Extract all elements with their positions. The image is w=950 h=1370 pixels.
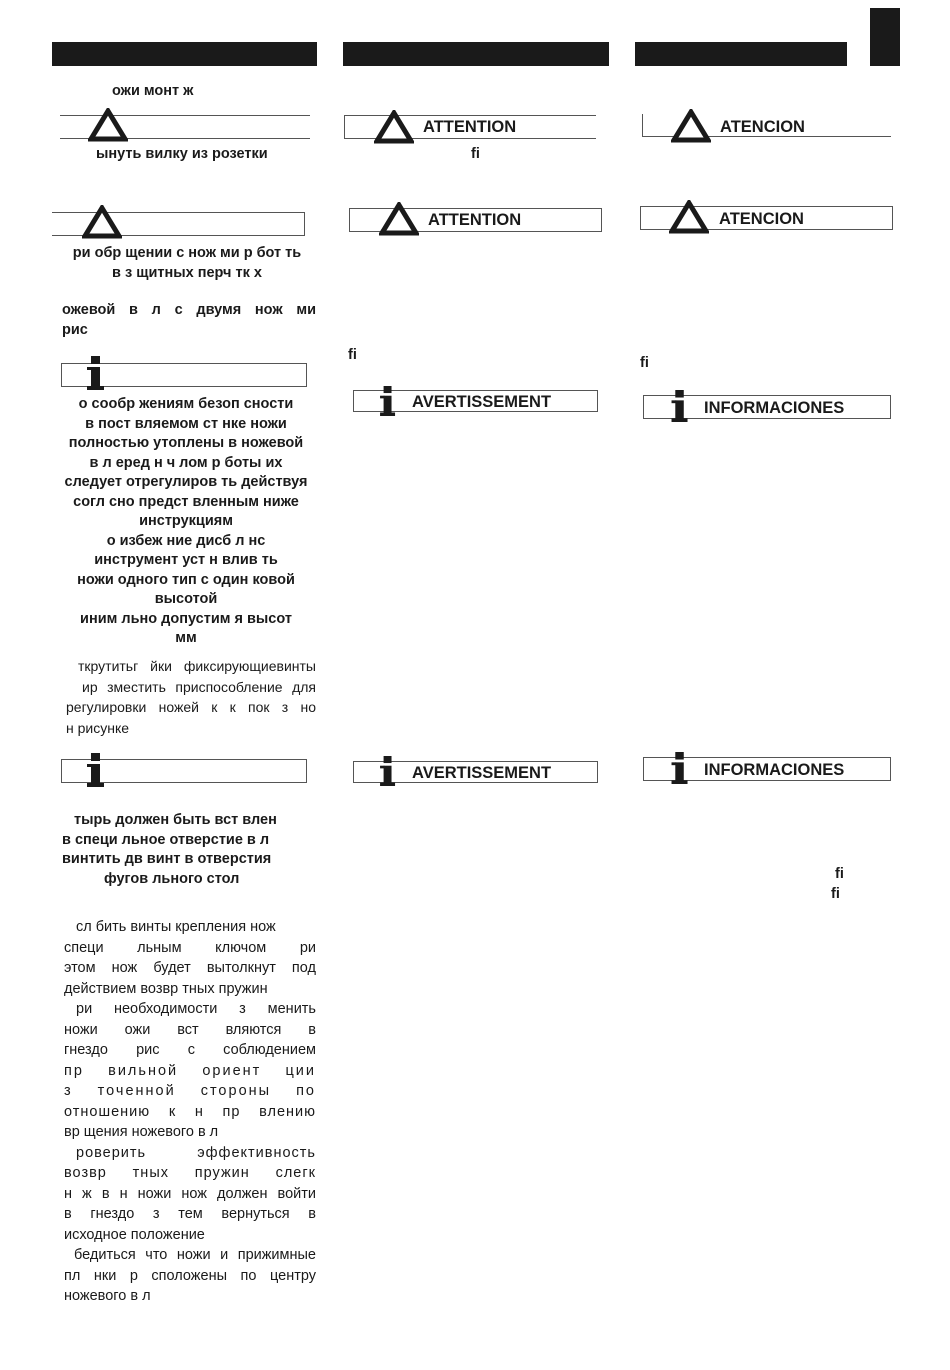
ligature-fi: fi bbox=[348, 347, 357, 363]
page-tab-marker bbox=[870, 8, 900, 66]
header-bar-col3 bbox=[635, 42, 847, 66]
text-line: бедиться что ножи и прижимные bbox=[74, 1247, 316, 1263]
text-line: ножи одного тип с один ковой bbox=[77, 571, 295, 588]
text-line: пр вильной ориент ции bbox=[64, 1062, 316, 1079]
text-line: о сообр жениям безоп сности bbox=[78, 396, 294, 412]
attention-label: ATTENTION bbox=[423, 118, 517, 136]
text-line: роверить эффективность bbox=[76, 1144, 316, 1161]
text-line: отношению к н пр влению bbox=[64, 1103, 316, 1120]
text-line: этом нож будет вытолкнут под bbox=[64, 960, 316, 976]
header-bar-col1 bbox=[52, 42, 317, 66]
text-line: специ льным ключом ри bbox=[64, 939, 316, 956]
warning-triangle-icon bbox=[374, 110, 414, 144]
text-line: исходное положение bbox=[64, 1226, 205, 1243]
text-line: з точенной стороны по bbox=[64, 1083, 316, 1099]
warning-text-unplug: ынуть вилку из розетки bbox=[96, 146, 268, 162]
text-line: иним льно допустим я высот bbox=[80, 610, 292, 627]
ligature-fi: fi bbox=[640, 355, 649, 371]
info-i-icon bbox=[670, 390, 690, 422]
text-line: пл нки р сположены по центру bbox=[64, 1267, 316, 1284]
text-line: возвр тных пружин слегк bbox=[64, 1165, 316, 1181]
text-line: вр щения ножевого в л bbox=[64, 1124, 219, 1140]
warning-text-gloves bbox=[52, 244, 322, 283]
text-line: ожевой в л с двумя нож ми bbox=[62, 302, 316, 318]
text-line: регулировки ножей к к пок з но bbox=[66, 699, 316, 715]
text-line: полностью утоплены в ножевой bbox=[68, 435, 304, 451]
text-line: н ж в н ножи нож должен войти bbox=[64, 1185, 316, 1202]
attention-label: ATTENTION bbox=[428, 211, 522, 229]
informaciones-label: INFORMACIONES bbox=[704, 399, 845, 417]
warning-triangle-icon bbox=[379, 202, 419, 236]
adjust-text bbox=[66, 656, 316, 738]
info-i-icon bbox=[670, 752, 690, 784]
section-heading: ожи монт ж bbox=[112, 83, 194, 99]
text-line: согл сно предст вленным ниже bbox=[73, 493, 299, 510]
warning-triangle-icon bbox=[88, 108, 128, 142]
text-line: винтить дв винт в отверстия bbox=[62, 851, 272, 867]
text-line: в л еред н ч лом р боты их bbox=[89, 454, 283, 471]
text-line: в специ льное отверстие в л bbox=[62, 831, 270, 848]
ligature-fi: fi bbox=[471, 146, 480, 162]
text-line: о избеж ние дисб л нс bbox=[106, 532, 266, 549]
text-line: в гнездо з тем вернуться в bbox=[64, 1206, 316, 1222]
text-line: фугов льного стол bbox=[104, 870, 240, 887]
informaciones-label: INFORMACIONES bbox=[704, 761, 845, 779]
text-line: гнездо рис с соблюдением bbox=[64, 1042, 316, 1058]
text-line: сл бить винты крепления нож bbox=[76, 919, 276, 935]
info-i-icon bbox=[86, 753, 106, 787]
text-line: высотой bbox=[154, 591, 218, 607]
info-i-icon bbox=[86, 356, 106, 390]
avertissement-label: AVERTISSEMENT bbox=[412, 393, 552, 411]
ligature-fi: fi bbox=[831, 886, 840, 902]
text-line: ри необходимости з менить bbox=[76, 1001, 316, 1017]
text-line: следует отрегулиров ть действуя bbox=[64, 474, 308, 490]
atencion-label: ATENCION bbox=[719, 210, 804, 228]
shaft-text bbox=[62, 301, 316, 340]
ligature-fi: fi bbox=[835, 866, 844, 882]
text-line: ножевого в л bbox=[64, 1288, 151, 1304]
text-line: ткрутитьг йки фиксирующиевинты bbox=[78, 658, 316, 674]
text-line: ир зместить приспособление для bbox=[82, 678, 316, 695]
avertissement-label: AVERTISSEMENT bbox=[412, 764, 552, 782]
atencion-label: ATENCION bbox=[720, 118, 805, 136]
info-i-icon bbox=[378, 386, 398, 416]
text-line: ножи ожи вст вляются в bbox=[64, 1021, 316, 1038]
text-line: тырь должен быть вст влен bbox=[74, 812, 277, 828]
text-line: мм bbox=[175, 630, 197, 646]
text-line: н рисунке bbox=[66, 719, 130, 736]
text-line: в пост вляемом ст нке ножи bbox=[85, 415, 287, 432]
text-line: действием возвр тных пружин bbox=[64, 980, 268, 997]
knife-change-text bbox=[64, 917, 316, 1307]
text-line: рис bbox=[62, 321, 88, 338]
warning-triangle-icon bbox=[82, 205, 122, 239]
text-line: инструкциям bbox=[139, 513, 233, 529]
info-text-safety bbox=[52, 395, 320, 649]
info-text-pin bbox=[62, 811, 316, 889]
text-line: ри обр щении с нож ми р бот ть bbox=[72, 245, 302, 261]
info-i-icon bbox=[378, 756, 398, 786]
header-bar-col2 bbox=[343, 42, 609, 66]
warning-triangle-icon bbox=[669, 200, 709, 234]
warning-triangle-icon bbox=[671, 109, 711, 143]
text-line: в з щитных перч тк х bbox=[112, 264, 262, 281]
text-line: инструмент уст н влив ть bbox=[94, 552, 278, 568]
